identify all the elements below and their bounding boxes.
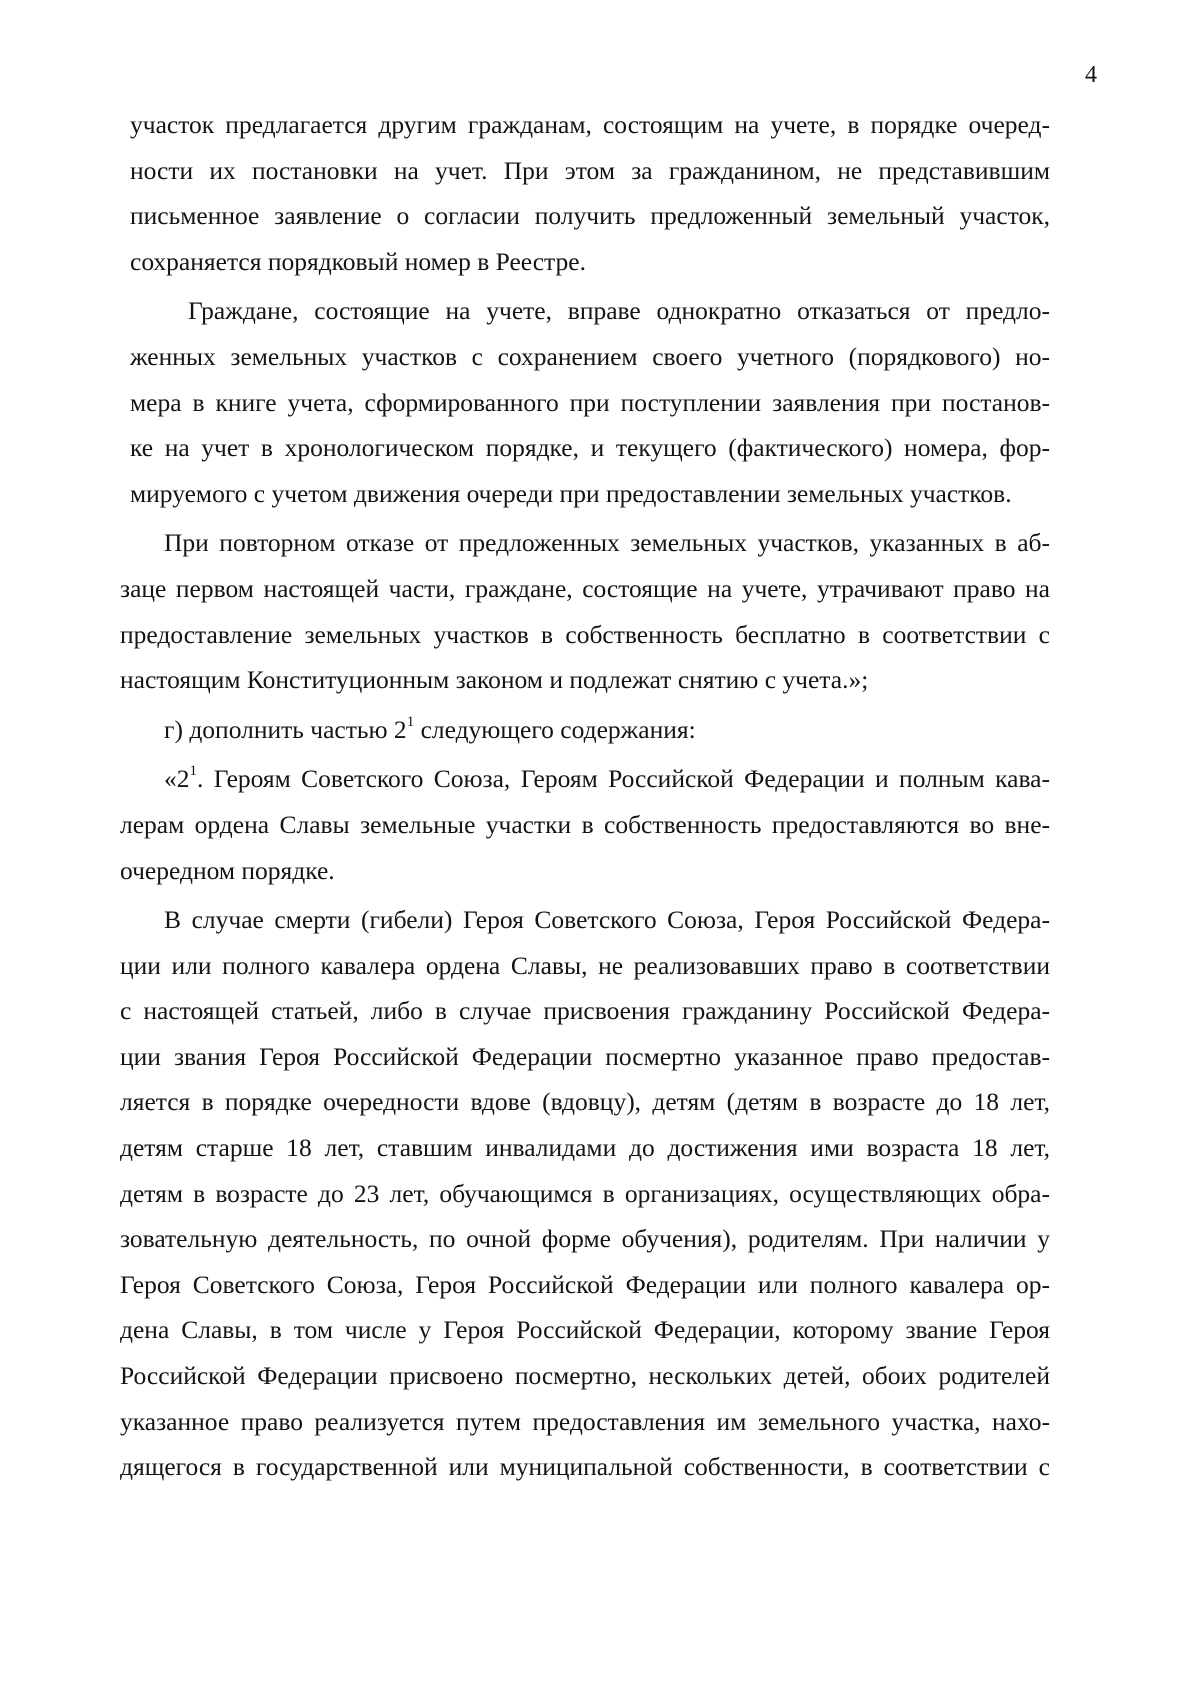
text-line: ции звания Героя Российской Федерации посмертно указанное право предостав-: [120, 1041, 1050, 1071]
paragraph-heroes-priority: [120, 756, 1050, 893]
text-line: детям старше 18 лет, ставшим инвалидами до достижения ими возраста 18 лет,: [120, 1133, 1050, 1163]
text-fragment: «2: [164, 764, 190, 794]
text-line: ке на учет в хронологическом порядке, и текущего (фактического) номера, фор-: [130, 433, 1050, 463]
paragraph-death-of-hero: [120, 897, 1050, 1490]
text-line: письменное заявление о согласии получить предложенный земельный участок,: [130, 201, 1050, 231]
text-line: женных земельных участков с сохранением своего учетного (порядкового) но-: [130, 341, 1050, 371]
text-line: указанное право реализуется путем предоставления им земельного участка, нахо-: [120, 1406, 1050, 1436]
text-line: сохраняется порядковый номер в Реестре.: [130, 246, 586, 276]
text-line: участок предлагается другим гражданам, состоящим на учете, в порядке очеред-: [130, 110, 1050, 139]
document-body: [120, 102, 1050, 1494]
text-line: Граждане, состоящие на учете, вправе однократно отказаться от предло-: [188, 296, 1050, 326]
text-line: [120, 756, 1050, 802]
text-fragment: . Героям Советского Союза, Героям Российской Федерации и полным кава-: [197, 764, 1050, 794]
text-fragment: следующего содержания:: [414, 714, 696, 744]
superscript: 1: [189, 763, 197, 780]
text-fragment: г) дополнить частью 2: [164, 714, 407, 744]
text-line: предоставление земельных участков в собственность бесплатно в соответствии с: [120, 619, 1050, 649]
text-line: мера в книге учета, сформированного при поступлении заявления при постанов-: [130, 387, 1050, 417]
paragraph-amendment-item: [120, 707, 1050, 753]
text-line: [120, 707, 1050, 753]
paragraph-continuation: [120, 102, 1050, 284]
text-line: ляется в порядке очередности вдове (вдовцу), детям (детям в возрасте до 18 лет,: [120, 1087, 1050, 1117]
text-line: Героя Советского Союза, Героя Российской Федерации или полного кавалера ор-: [120, 1269, 1050, 1299]
text-line: зовательную деятельность, по очной форме обучения), родителям. При наличии у: [120, 1224, 1050, 1254]
paragraph-refusal-once: [120, 288, 1050, 516]
text-line: настоящим Конституционным законом и подлежат снятию с учета.»;: [120, 665, 869, 695]
text-line: мируемого с учетом движения очереди при предоставлении земельных участков.: [130, 478, 1012, 508]
page-number: 4: [1085, 62, 1097, 88]
text-line: дящегося в государственной или муниципальной собственности, в соответствии с: [120, 1452, 1050, 1482]
text-line: очередном порядке.: [120, 855, 335, 885]
superscript: 1: [406, 713, 415, 730]
text-line: с настоящей статьей, либо в случае присвоения гражданину Российской Федера-: [120, 996, 1050, 1026]
text-line: ции или полного кавалера ордена Славы, не реализовавших право в соответствии: [120, 950, 1050, 980]
text-line: В случае смерти (гибели) Героя Советского Союза, Героя Российской Федера-: [164, 905, 1050, 935]
text-line: детям в возрасте до 23 лет, обучающимся в организациях, осуществляющих обра-: [120, 1178, 1050, 1208]
text-line: ности их постановки на учет. При этом за гражданином, не представившим: [130, 155, 1050, 185]
text-line: дена Славы, в том числе у Героя Российской Федерации, которому звание Героя: [120, 1315, 1050, 1345]
text-line: лерам ордена Славы земельные участки в собственность предоставляются во вне-: [120, 809, 1050, 839]
text-line: При повторном отказе от предложенных земельных участков, указанных в аб-: [164, 528, 1050, 558]
text-line: заце первом настоящей части, граждане, состоящие на учете, утрачивают право на: [120, 573, 1050, 603]
text-line: Российской Федерации присвоено посмертно, нескольких детей, обоих родителей: [120, 1361, 1050, 1391]
paragraph-repeated-refusal: [120, 520, 1050, 702]
